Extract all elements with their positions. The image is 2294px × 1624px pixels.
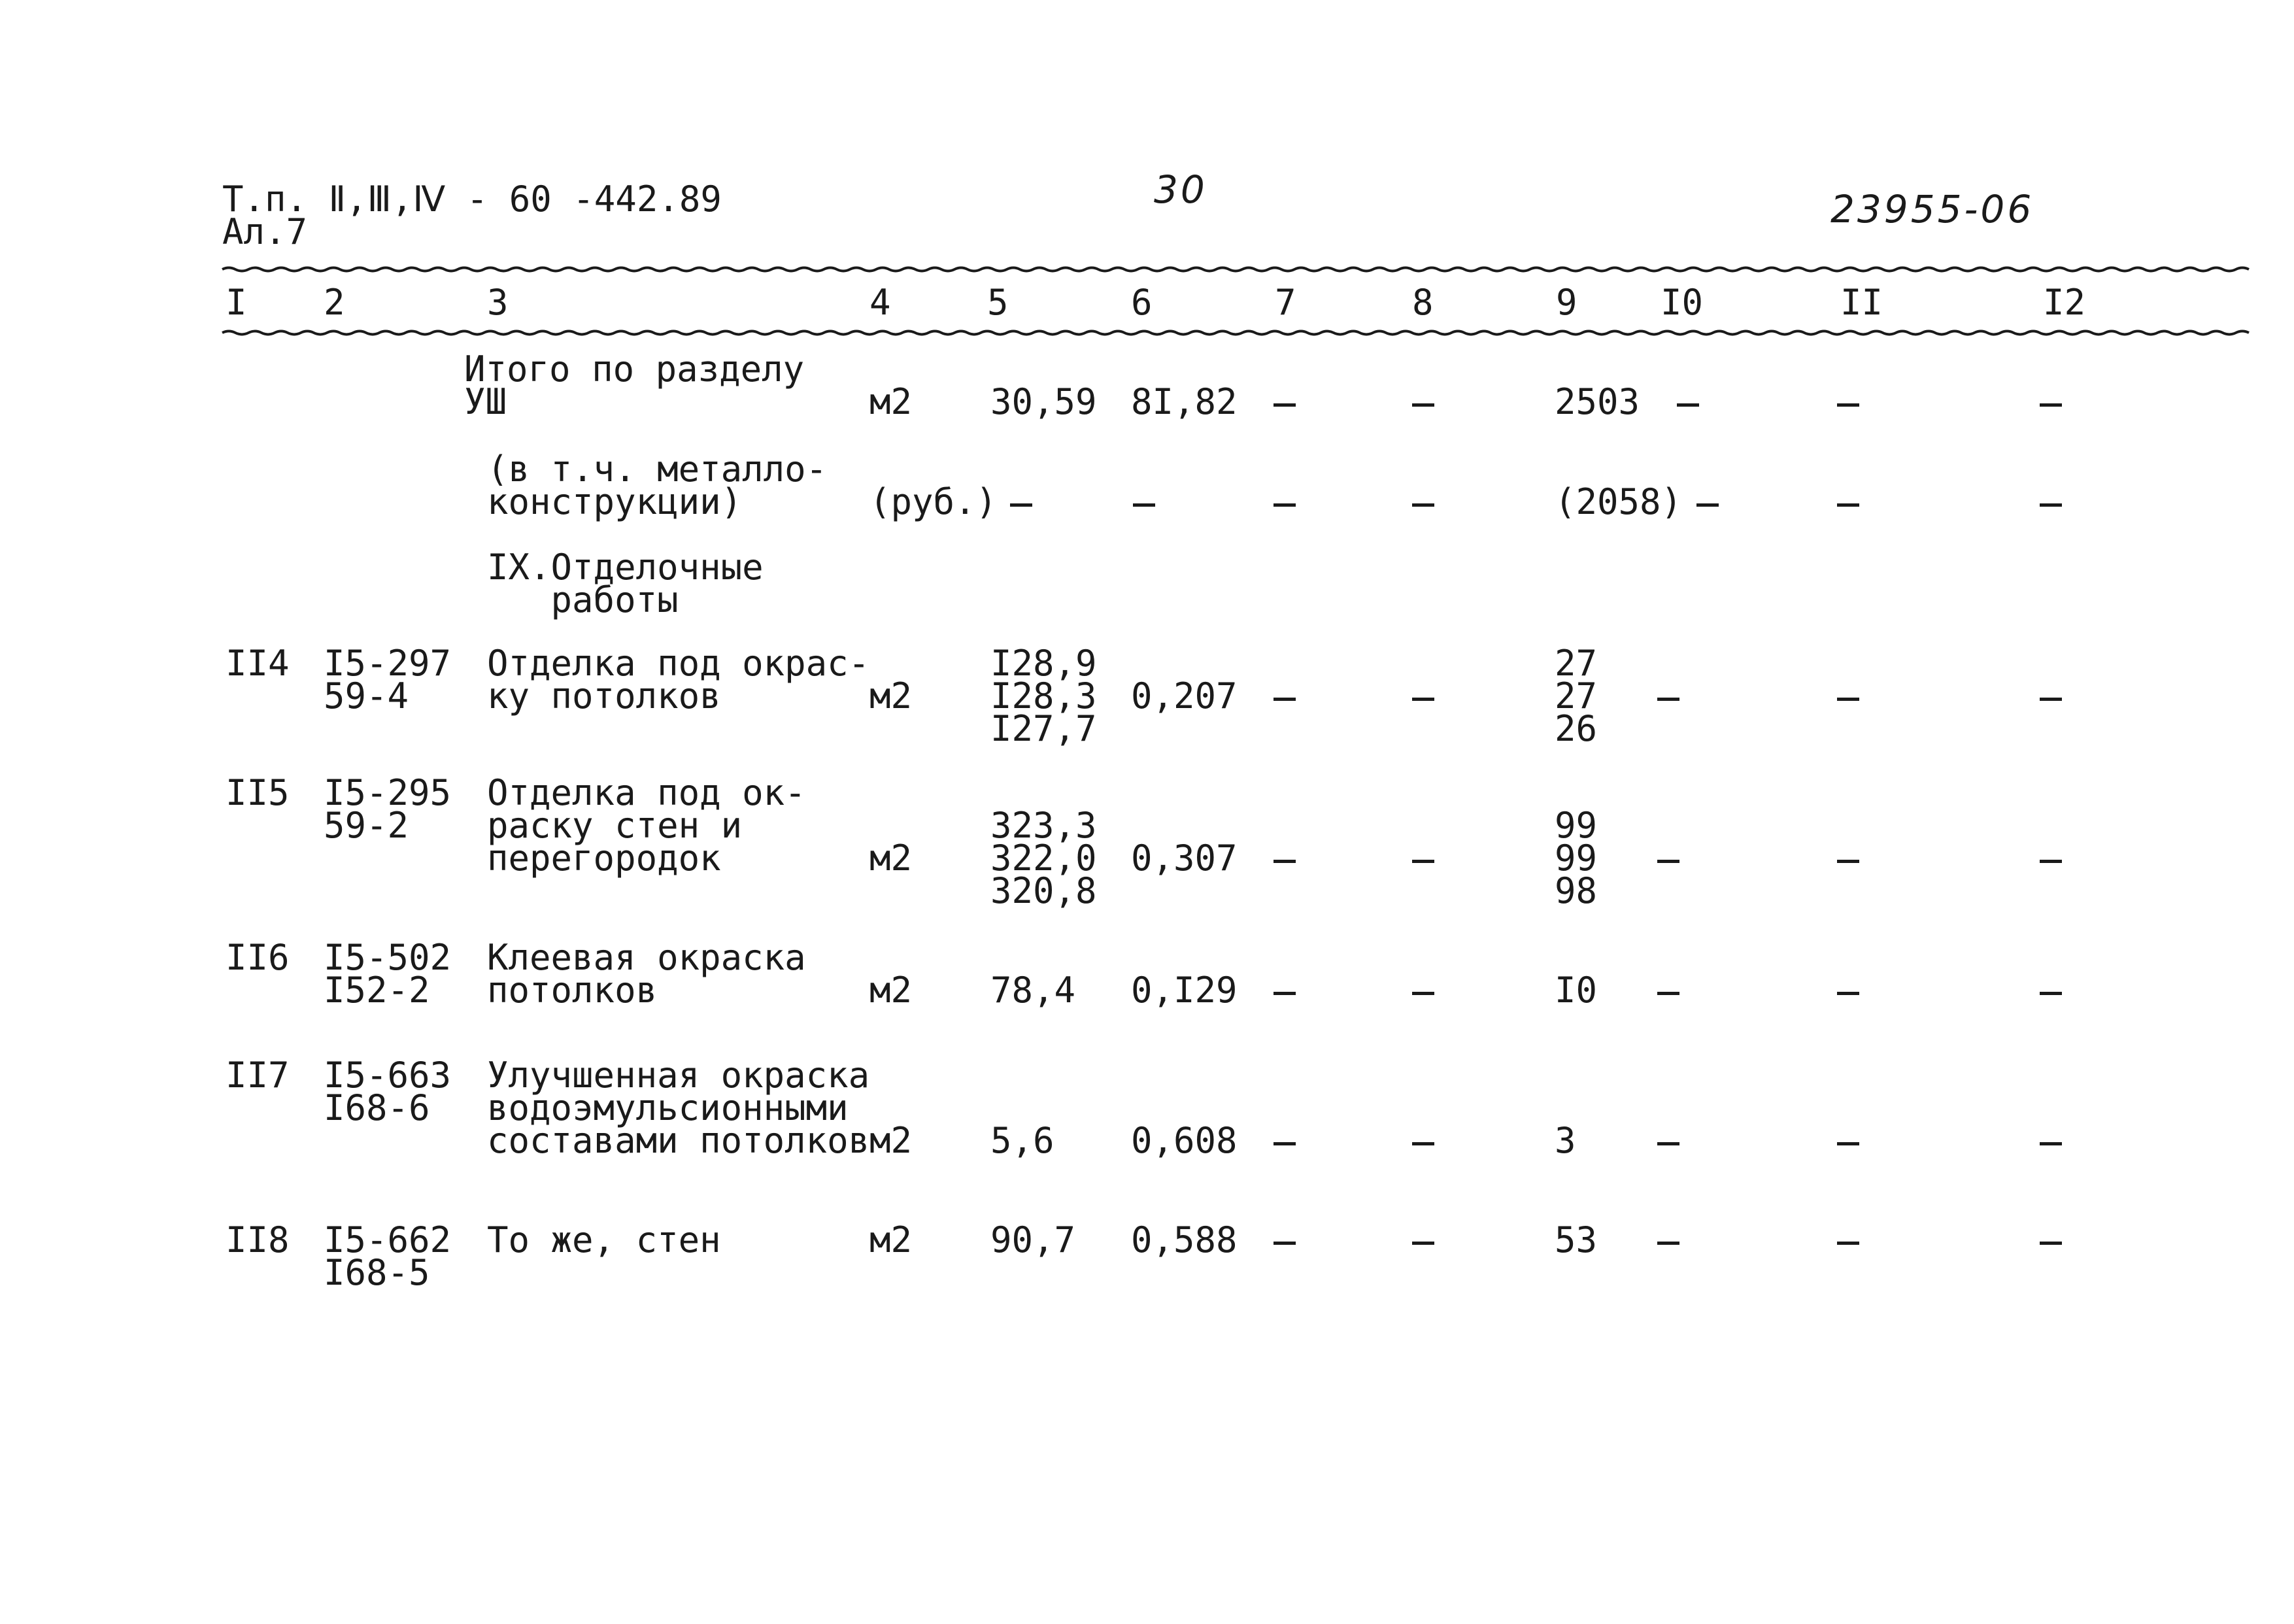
row-metal-c10-dash: [1696, 503, 1719, 507]
row-total-c12-dash: [2040, 403, 2062, 407]
row-118-name: То же, стен: [487, 1219, 721, 1260]
row-114-c11-dash: [1837, 698, 1859, 701]
row-total-qty: 30,59: [990, 381, 1097, 422]
row-metal-qty-dash: [1010, 503, 1032, 507]
row-118-c9: 53: [1555, 1219, 1598, 1260]
row-117-unit: м2: [869, 1120, 913, 1161]
row-116-code: I5-502 I52-2: [324, 937, 452, 1011]
row-114-unit: м2: [869, 675, 913, 717]
row-115-pos: II5: [226, 772, 290, 813]
page-number: 30: [1154, 167, 1207, 212]
row-total-c11-dash: [1837, 403, 1859, 407]
row-116-name: Клеевая окраска потолков: [487, 937, 806, 1011]
row-metal-unit: (руб.): [869, 481, 998, 522]
row-115-c10-dash: [1657, 860, 1679, 863]
row-118-pos: II8: [226, 1219, 290, 1260]
document-code: Т.п. Ⅱ,Ⅲ,Ⅳ - 60 -442.89: [222, 178, 722, 220]
header-bottom-rule: [222, 328, 2249, 337]
album-number: Ал.7: [222, 211, 308, 252]
row-114-c7-dash: [1274, 698, 1296, 701]
row-118-c8-dash: [1412, 1242, 1434, 1245]
row-total-c7-dash: [1274, 403, 1296, 407]
column-header-3: 3: [487, 282, 509, 323]
row-118-code: I5-662 I68-5: [324, 1219, 452, 1293]
row-114-c10-dash: [1657, 698, 1679, 701]
row-116-c12-dash: [2040, 992, 2062, 995]
row-114-name: Отделка под окрас- ку потолков: [487, 643, 870, 717]
row-total-name: Итого по разделу УШ: [464, 348, 805, 422]
row-114-pos: II4: [226, 643, 290, 684]
row-115-c8-dash: [1412, 860, 1434, 863]
row-117-c9: 3: [1555, 1120, 1576, 1161]
row-115-qty: 323,3 322,0 320,8: [990, 805, 1097, 911]
row-115-c11-dash: [1837, 860, 1859, 863]
row-total-c8-dash: [1412, 403, 1434, 407]
row-114-c9: 27 27 26: [1555, 643, 1598, 749]
row-116-price: 0,I29: [1131, 970, 1238, 1011]
row-total-c10-dash: [1677, 403, 1699, 407]
row-118-unit: м2: [869, 1219, 913, 1260]
column-header-12: I2: [2043, 282, 2086, 323]
column-header-7: 7: [1275, 282, 1296, 323]
row-115-c7-dash: [1274, 860, 1296, 863]
row-metal-c9: (2058): [1555, 481, 1683, 522]
column-header-9: 9: [1556, 282, 1577, 323]
row-114-code: I5-297 59-4: [324, 643, 452, 717]
column-header-5: 5: [987, 282, 1009, 323]
row-117-c12-dash: [2040, 1142, 2062, 1145]
row-114-c8-dash: [1412, 698, 1434, 701]
row-116-c7-dash: [1274, 992, 1296, 995]
row-118-c10-dash: [1657, 1242, 1679, 1245]
row-118-c11-dash: [1837, 1242, 1859, 1245]
column-header-10: I0: [1661, 282, 1704, 323]
row-116-unit: м2: [869, 970, 913, 1011]
row-117-c10-dash: [1657, 1142, 1679, 1145]
row-116-c8-dash: [1412, 992, 1434, 995]
column-header-4: 4: [869, 282, 891, 323]
row-117-price: 0,608: [1131, 1120, 1238, 1161]
row-metal-c8-dash: [1412, 503, 1434, 507]
column-header-1: I: [226, 282, 247, 323]
column-header-11: II: [1840, 282, 1883, 323]
row-total-unit: м2: [869, 381, 913, 422]
row-metal-price-dash: [1133, 503, 1155, 507]
row-total-price: 8I,82: [1131, 381, 1238, 422]
column-header-6: 6: [1131, 282, 1153, 323]
row-total-c9: 2503: [1555, 381, 1640, 422]
section-title: IX.Отделочные работы: [487, 547, 764, 620]
row-118-c7-dash: [1274, 1242, 1296, 1245]
row-metal-c11-dash: [1837, 503, 1859, 507]
row-117-code: I5-663 I68-6: [324, 1055, 452, 1128]
row-metal-name: (в т.ч. металло- конструкции): [487, 448, 828, 522]
row-114-qty: I28,9 I28,3 I27,7: [990, 643, 1097, 749]
row-116-c9: I0: [1555, 970, 1598, 1011]
row-115-code: I5-295 59-2: [324, 772, 452, 846]
archive-number: 23955-06: [1830, 187, 2034, 231]
row-118-qty: 90,7: [990, 1219, 1076, 1260]
row-metal-c12-dash: [2040, 503, 2062, 507]
top-rule: [222, 265, 2249, 274]
row-116-qty: 78,4: [990, 970, 1076, 1011]
row-118-price: 0,588: [1131, 1219, 1238, 1260]
row-115-c12-dash: [2040, 860, 2062, 863]
row-117-c11-dash: [1837, 1142, 1859, 1145]
row-116-pos: II6: [226, 937, 290, 978]
row-114-price: 0,207: [1131, 675, 1238, 717]
row-117-pos: II7: [226, 1055, 290, 1096]
row-117-qty: 5,6: [990, 1120, 1054, 1161]
row-117-c8-dash: [1412, 1142, 1434, 1145]
row-116-c11-dash: [1837, 992, 1859, 995]
row-117-c7-dash: [1274, 1142, 1296, 1145]
row-116-c10-dash: [1657, 992, 1679, 995]
row-114-c12-dash: [2040, 698, 2062, 701]
row-115-unit: м2: [869, 837, 913, 879]
column-header-2: 2: [324, 282, 345, 323]
column-header-8: 8: [1412, 282, 1434, 323]
row-115-price: 0,307: [1131, 837, 1238, 879]
row-115-c9: 99 99 98: [1555, 805, 1598, 911]
row-118-c12-dash: [2040, 1242, 2062, 1245]
row-metal-c7-dash: [1274, 503, 1296, 507]
row-117-name: Улучшенная окраска водоэмульсионными составами потолков: [487, 1055, 870, 1161]
row-115-name: Отделка под ок- раску стен и перегородок: [487, 772, 806, 879]
